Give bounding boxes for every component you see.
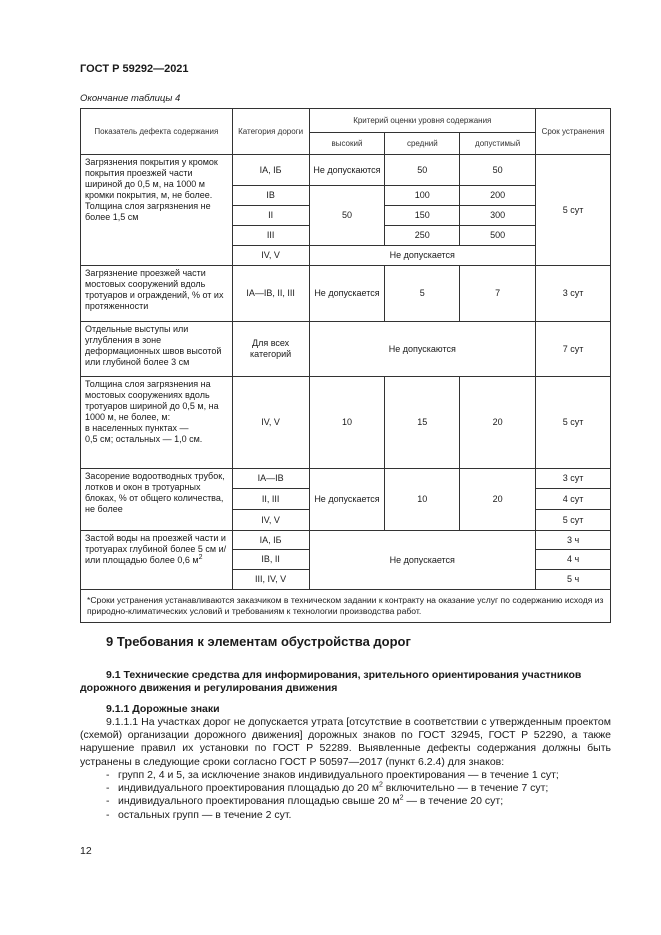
header-medium: средний	[385, 133, 460, 155]
category-cell: IA, IБ	[232, 155, 309, 186]
medium-cell: 100	[385, 186, 460, 206]
high-cell: Не допускаются	[309, 155, 385, 186]
indicator-cell	[81, 531, 233, 590]
list-item-text: индивидуального проектирования площадью до 20 м	[118, 782, 379, 795]
high-cell: Не допускается	[309, 266, 385, 322]
category-cell: IA—IB, II, III	[232, 266, 309, 322]
medium-cell: 10	[385, 469, 460, 531]
term-cell: 3 ч	[536, 531, 611, 550]
indicator-text: Застой воды на проезжей части и тротуарах глубиной более 5 см и/или площадью более 0,6 м	[85, 533, 227, 565]
header-category: Категория дороги	[232, 109, 309, 155]
list-item-text: групп 2, 4 и 5, за исключение знаков индивидуального проектирования — в течение 1 сут;	[118, 769, 559, 781]
acceptable-cell: 50	[460, 155, 536, 186]
criterion-merged-cell: Не допускается	[309, 531, 536, 590]
subsection-title: 9.1 Технические средства для информирования, зрительного ориентирования участников дорожного движения и регулирования движения	[80, 669, 582, 694]
category-cell: IB	[232, 186, 309, 206]
list-dash: -	[106, 808, 110, 821]
category-cell: IV, V	[232, 246, 309, 266]
header-row	[81, 109, 611, 133]
acceptable-cell: 500	[460, 226, 536, 246]
term-cell: 4 сут	[536, 489, 611, 510]
subsubsection-title: 9.1.1 Дорожные знаки	[106, 703, 220, 715]
section-title: 9 Требования к элементам обустройства дорог	[106, 634, 411, 649]
list-dash: -	[106, 782, 110, 795]
term-cell: 5 сут	[536, 155, 611, 266]
category-cell: IA—IB	[232, 469, 309, 489]
category-cell: IV, V	[232, 510, 309, 531]
category-cell: III	[232, 226, 309, 246]
header-indicator: Показатель дефекта содержания	[81, 109, 233, 155]
body-paragraph: 9.1.1.1 На участках дорог не допускается утрата [отсутствие в соответствии с утвержденным проектом (схемой) организации дорожного движения] дорожных знаков по ГОСТ 32945, ГОСТ Р 52290, а также нарушение правил их установки по ГОСТ Р 52289. Выявленные дефекты содержания должны быть устранены в следующие сроки согласно ГОСТ Р 50597—2017 (пункт 6.2.4) для знаков:	[80, 716, 611, 768]
indicator-line: Толщина слоя загрязнения на мостовых сооружениях вдоль тротуаров шириной до 0,5 м, на 1000 м, не более, м:	[85, 379, 219, 422]
table-row	[81, 531, 611, 550]
term-cell: 3 сут	[536, 266, 611, 322]
defects-table	[80, 108, 611, 623]
list-item-text: остальных групп — в течение 2 сут.	[118, 808, 292, 821]
acceptable-cell: 200	[460, 186, 536, 206]
medium-cell: 5	[385, 266, 460, 322]
header-criterion: Критерий оценки уровня содержания	[309, 109, 536, 133]
list-item-text: индивидуального проектирования площадью свыше 20 м	[118, 795, 400, 808]
high-cell: Не допускается	[309, 469, 385, 531]
table-row	[81, 155, 611, 186]
category-cell: II, III	[232, 489, 309, 510]
criterion-merged-cell: Не допускается	[309, 246, 536, 266]
acceptable-cell: 20	[460, 377, 536, 469]
table-footnote: *Сроки устранения устанавливаются заказчиком в техническом задании к контракту на оказание услуг по содержанию исходя из природно-климатических условий и требованиям к технологии производства работ.	[81, 590, 611, 623]
list-item-text: включительно — в течение 7 сут;	[382, 782, 549, 795]
list-item	[106, 769, 559, 782]
deadline-list	[106, 769, 559, 822]
list-dash: -	[106, 769, 110, 781]
term-cell: 3 сут	[536, 469, 611, 489]
list-item	[106, 782, 559, 795]
superscript: 2	[198, 554, 203, 561]
high-cell: 50	[309, 186, 385, 246]
table-row	[81, 322, 611, 377]
acceptable-cell: 20	[460, 469, 536, 531]
header-high: высокий	[309, 133, 385, 155]
indicator-cell	[81, 377, 233, 469]
term-cell: 5 сут	[536, 377, 611, 469]
list-item-text: — в течение 20 сут;	[403, 795, 504, 808]
superscript: 2	[378, 781, 383, 789]
list-item	[106, 809, 559, 822]
page-number: 12	[80, 845, 92, 857]
indicator-line: 0,5 см; остальных — 1,0 см.	[85, 434, 203, 444]
header-acceptable: допустимый	[460, 133, 536, 155]
term-cell: 5 ч	[536, 570, 611, 590]
category-cell: IA, IБ	[232, 531, 309, 550]
category-cell: IB, II	[232, 550, 309, 570]
indicator-cell: Загрязнения покрытия у кромок покрытия проезжей части шириной до 0,5 м, на 1000 м кромки покрытия, м, не более. Толщина слоя загрязнения не более 1,5 см	[81, 155, 233, 266]
category-cell: Для всех категорий	[232, 322, 309, 377]
criterion-merged-cell: Не допускаются	[309, 322, 536, 377]
acceptable-cell: 7	[460, 266, 536, 322]
indicator-cell: Отдельные выступы или углубления в зоне деформационных швов высотой или глубиной более 3 см	[81, 322, 233, 377]
category-cell: II	[232, 206, 309, 226]
list-dash: -	[106, 795, 110, 808]
table-caption: Окончание таблицы 4	[80, 93, 181, 104]
acceptable-cell: 300	[460, 206, 536, 226]
high-cell: 10	[309, 377, 385, 469]
table-row	[81, 377, 611, 469]
category-cell: IV, V	[232, 377, 309, 469]
indicator-cell: Загрязнение проезжей части мостовых сооружений вдоль тротуаров и ограждений, % от их протяженности	[81, 266, 233, 322]
superscript: 2	[399, 794, 404, 802]
medium-cell: 15	[385, 377, 460, 469]
medium-cell: 150	[385, 206, 460, 226]
table-row	[81, 469, 611, 489]
category-cell: III, IV, V	[232, 570, 309, 590]
medium-cell: 50	[385, 155, 460, 186]
table-row	[81, 266, 611, 322]
header-term: Срок устранения	[536, 109, 611, 155]
term-cell: 5 сут	[536, 510, 611, 531]
indicator-cell: Засорение водоотводных трубок, лотков и окон в тротуарных блоках, % от общего количества, не более	[81, 469, 233, 531]
standard-header: ГОСТ Р 59292—2021	[80, 63, 189, 75]
medium-cell: 250	[385, 226, 460, 246]
footnote-row	[81, 590, 611, 623]
term-cell: 4 ч	[536, 550, 611, 570]
list-item	[106, 795, 559, 808]
term-cell: 7 сут	[536, 322, 611, 377]
indicator-line: в населенных пунктах —	[85, 423, 189, 433]
